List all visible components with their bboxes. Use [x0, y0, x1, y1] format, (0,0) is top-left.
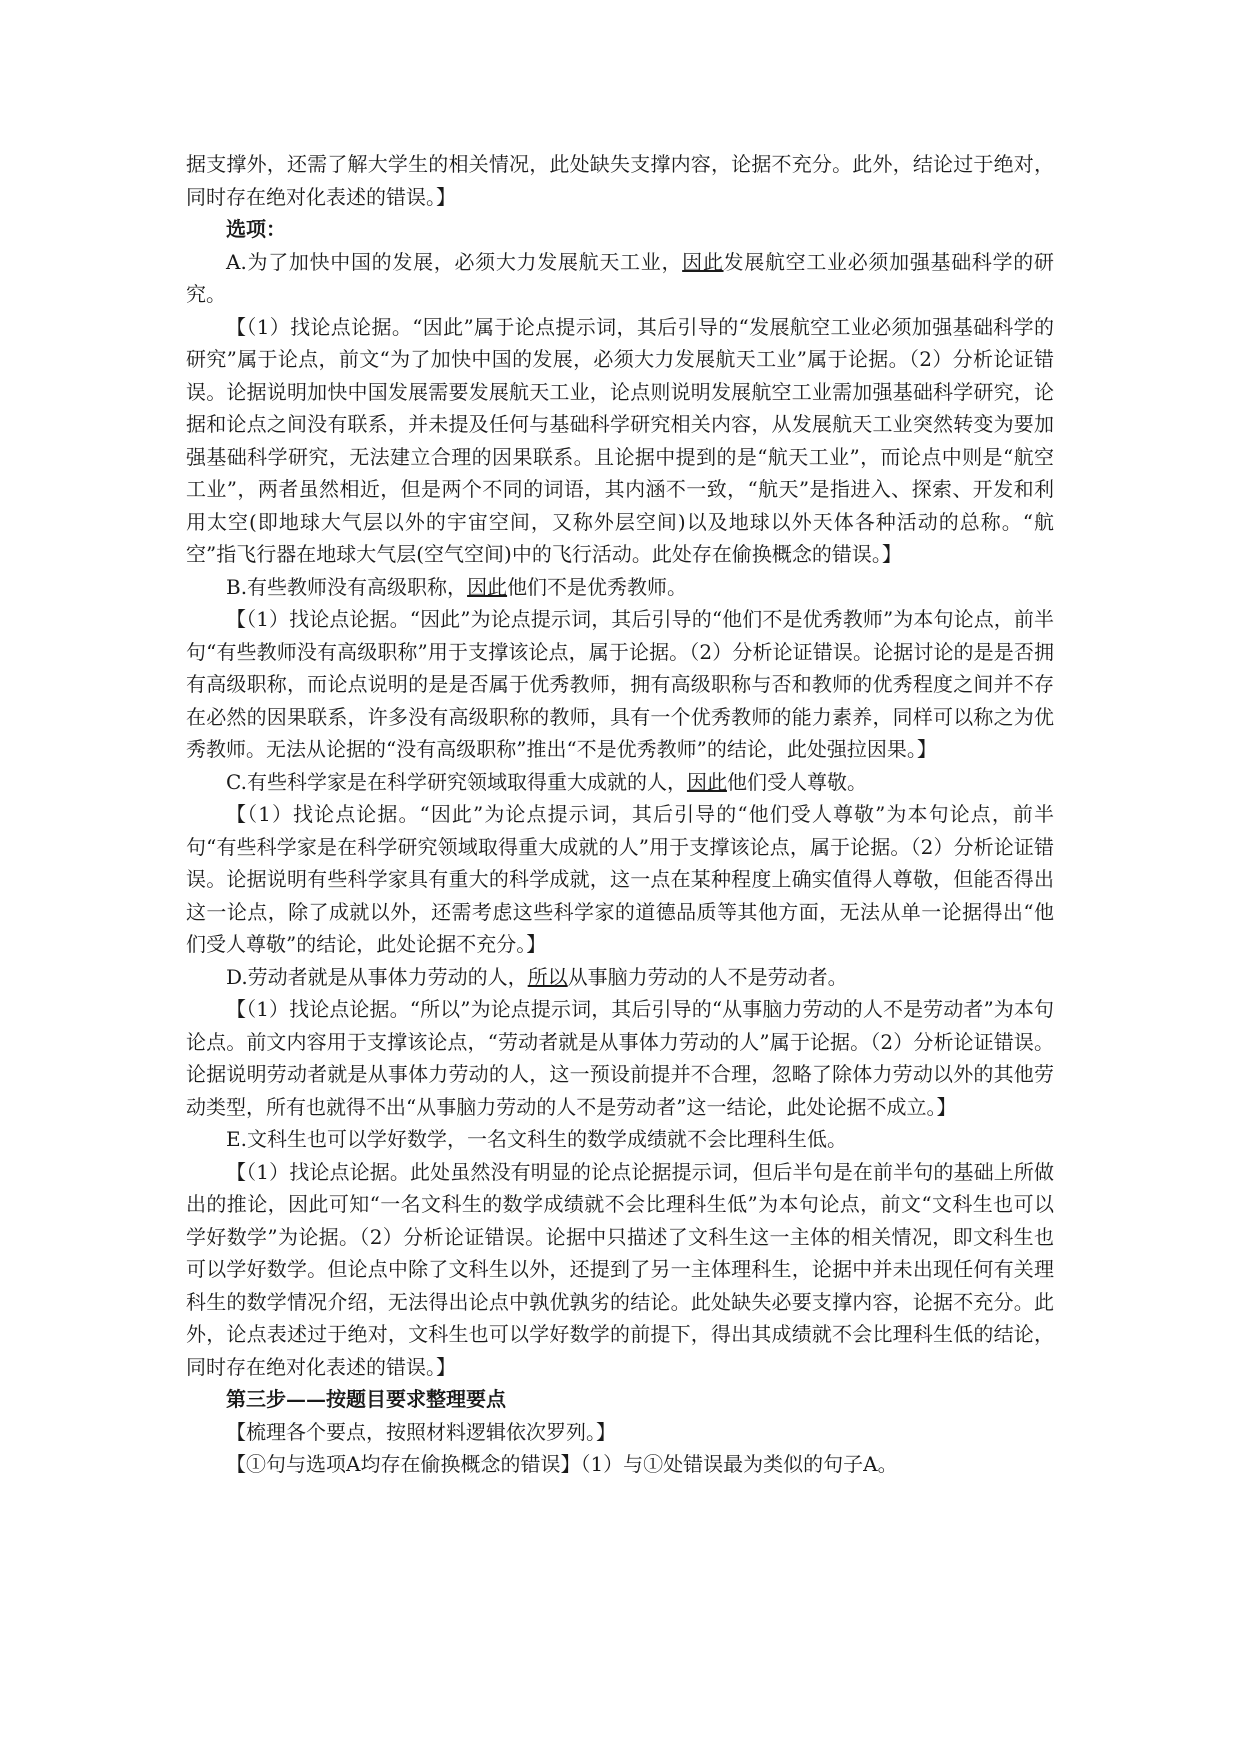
option-d: [186, 961, 1054, 994]
step3-item-text: （1）与①处错误最为类似的句子A。: [580, 1452, 898, 1476]
option-c-keyword: 因此: [686, 769, 727, 794]
option-c: [186, 766, 1054, 799]
option-d-analysis: 【（1）找论点论据。“所以”为论点提示词，其后引导的“从事脑力劳动的人不是劳动者”为本句论点。前文内容用于支撑该论点，“劳动者就是从事体力劳动的人”属于论据。（2）分析论证错误。论据说明劳动者就是从事体力劳动的人，这一预设前提并不合理，忽略了除体力劳动以外的其他劳动类型，所有也就得不出“从事脑力劳动的人不是劳动者”这一结论，此处论据不成立。】: [186, 997, 1054, 1119]
option-a-keyword: 因此: [682, 249, 724, 274]
option-a-rest: 发展航空工业必须加强基础科学的研究。: [186, 249, 1055, 306]
option-e: [186, 1123, 1054, 1156]
option-b-keyword: 因此: [467, 574, 508, 599]
option-b-analysis: 【（1）找论点论据。“因此”为论点提示词，其后引导的“他们不是优秀教师”为本句论点，前半句“有些教师没有高级职称”用于支撑该论点，属于论据。（2）分析论证错误。论据讨论的是是否拥有高级职称，而论点说明的是是否属于优秀教师，拥有高级职称与否和教师的优秀程度之间并不存在必然的因果联系，许多没有高级职称的教师，具有一个优秀教师的能力素养，同样可以称之为优秀教师。无法从论据的“没有高级职称”推出“不是优秀教师”的结论，此处强拉因果。】: [186, 607, 1054, 761]
option-d-keyword: 所以: [527, 964, 568, 989]
option-c-analysis: 【（1）找论点论据。“因此”为论点提示词，其后引导的“他们受人尊敬”为本句论点，前半句“有些科学家是在科学研究领域取得重大成就的人”用于支撑该论点，属于论据。（2）分析论证错误。论据说明有些科学家具有重大的科学成就，这一点在某种程度上确实值得人尊敬，但能否得出这一论点，除了成就以外，还需考虑这些科学家的道德品质等其他方面，无法从单一论据得出“他们受人尊敬”的结论，此处论据不充分。】: [186, 802, 1054, 956]
option-d-text: D.劳动者就是从事体力劳动的人，: [226, 964, 528, 989]
step3-heading: 第三步——按题目要求整理要点: [226, 1387, 506, 1411]
intro-paragraph: 据支撑外，还需了解大学生的相关情况，此处缺失支撑内容，论据不充分。此外，结论过于绝对，同时存在绝对化表述的错误。】: [186, 152, 1054, 209]
option-a: [186, 246, 1054, 311]
option-b-rest: 他们不是优秀教师。: [507, 574, 688, 599]
option-b: [186, 571, 1054, 604]
option-c-text: C.有些科学家是在科学研究领域取得重大成就的人，: [226, 769, 687, 794]
option-d-rest: 从事脑力劳动的人不是劳动者。: [567, 964, 848, 989]
step3-item-label: 【①句与选项A均存在偷换概念的错误】: [226, 1452, 581, 1476]
option-b-text: B.有些教师没有高级职称，: [226, 574, 468, 599]
option-a-text: A.为了加快中国的发展，必须大力发展航天工业，: [226, 249, 683, 274]
document-page: [186, 148, 1054, 1481]
option-e-text: E.文科生也可以学好数学，一名文科生的数学成绩就不会比理科生低。: [226, 1127, 847, 1151]
option-a-analysis: 【（1）找论点论据。“因此”属于论点提示词，其后引导的“发展航空工业必须加强基础科学的研究”属于论点，前文“为了加快中国的发展，必须大力发展航天工业”属于论据。（2）分析论证错误。论据说明加快中国发展需要发展航天工业，论点则说明发展航空工业需加强基础科学研究，论据和论点之间没有联系，并未提及任何与基础科学研究相关内容，从发展航天工业突然转变为要加强基础科学研究，无法建立合理的因果联系。且论据中提到的是“航天工业”，而论点中则是“航空工业”，两者虽然相近，但是两个不同的词语，其内涵不一致，“航天”是指进入、探索、开发和利用太空(即地球大气层以外的宇宙空间，又称外层空间)以及地球以外天体各种活动的总称。“航空”指飞行器在地球大气层(空气空间)中的飞行活动。此处存在偷换概念的错误。】: [186, 314, 1054, 566]
step3-item: [186, 1448, 1054, 1481]
options-heading: 选项：: [226, 217, 286, 241]
option-c-rest: 他们受人尊敬。: [726, 769, 867, 794]
step3-note: 【梳理各个要点，按照材料逻辑依次罗列。】: [226, 1419, 616, 1444]
option-e-analysis: 【（1）找论点论据。此处虽然没有明显的论点论据提示词，但后半句是在前半句的基础上所做出的推论，因此可知“一名文科生的数学成绩就不会比理科生低”为本句论点，前文“文科生也可以学好数学”为论据。（2）分析论证错误。论据中只描述了文科生这一主体的相关情况，即文科生也可以学好数学。但论点中除了文科生以外，还提到了另一主体理科生，论据中并未出现任何有关理科生的数学情况介绍，无法得出论点中孰优孰劣的结论。此处缺失必要支撑内容，论据不充分。此外，论点表述过于绝对，文科生也可以学好数学的前提下，得出其成绩就不会比理科生低的结论，同时存在绝对化表述的错误。】: [186, 1159, 1054, 1379]
